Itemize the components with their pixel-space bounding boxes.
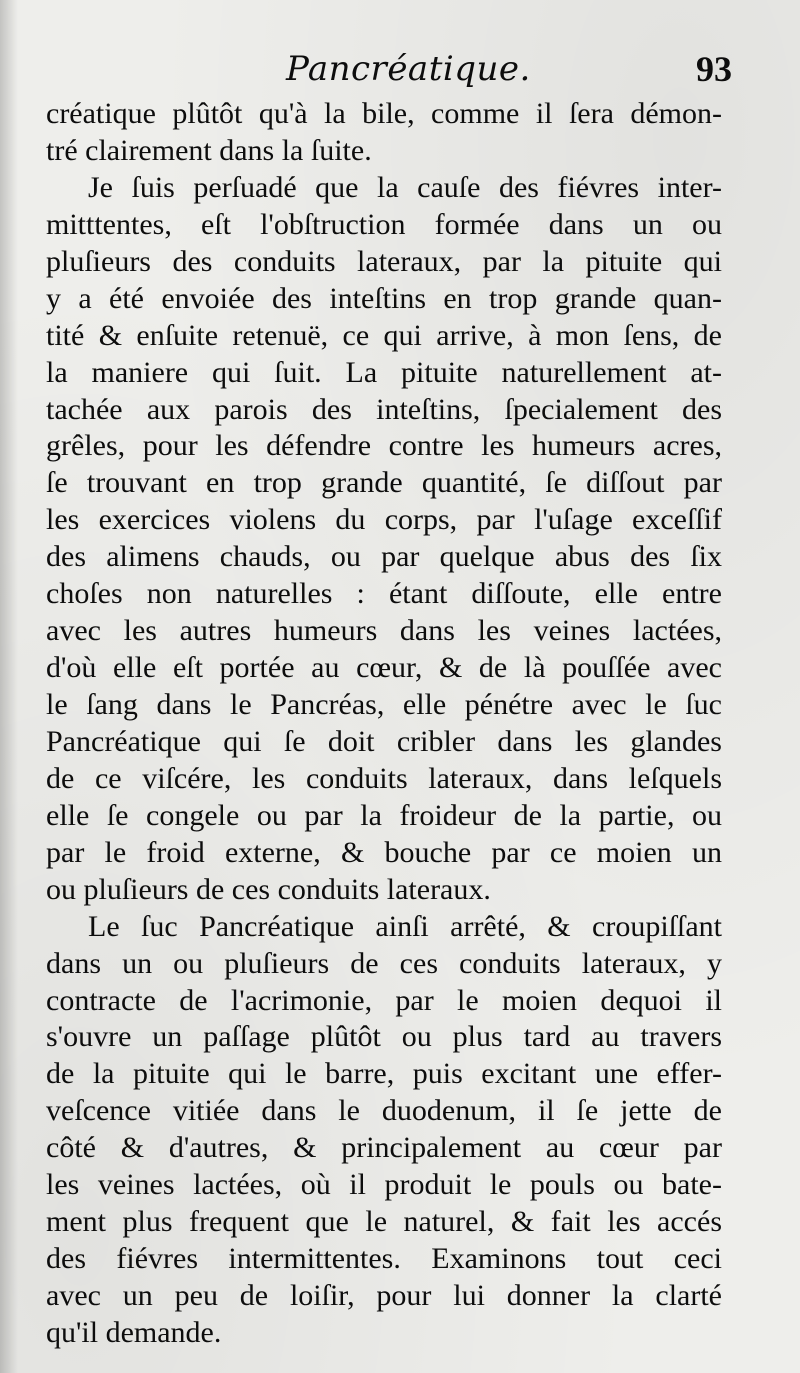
text-line: côté & d'autres, & principalement au cœur par: [46, 1131, 722, 1165]
text-line: choſes non naturelles : étant diſſoute, elle entre: [46, 577, 722, 611]
text-line: avec un peu de loiſir, pour lui donner la clarté: [46, 1279, 722, 1312]
page-number: 93: [696, 49, 732, 89]
text-line: de ce viſcére, les conduits lateraux, dans leſquels: [46, 761, 722, 795]
text-line: le ſang dans le Pancréas, elle pénétre avec le ſuc: [46, 688, 722, 721]
text-line: tachée aux parois des inteſtins, ſpecialement des: [46, 392, 722, 426]
text-line: Le ſuc Pancréatique ainſi arrêté, & croupiſſant: [88, 909, 722, 943]
text-line: avec les autres humeurs dans les veines lactées,: [46, 614, 722, 648]
text-line: tité & enſuite retenuë, ce qui arrive, à mon ſens, de: [46, 318, 722, 352]
binding-shadow: [0, 0, 18, 1373]
text-line: qu'il demande.: [46, 1315, 222, 1349]
text-line: ment plus frequent que le naturel, & fait les accés: [46, 1205, 722, 1239]
body-text: [46, 96, 722, 1352]
text-line: elle ſe congele ou par la froideur de la partie, ou: [46, 798, 722, 832]
text-line: tré clairement dans la ſuite.: [46, 133, 372, 167]
text-line: contracte de l'acrimonie, par le moien dequoi il: [46, 983, 722, 1017]
text-line: mitttentes, eſt l'obſtruction formée dans un ou: [46, 207, 722, 241]
text-line: Pancréatique qui ſe doit cribler dans les glandes: [46, 724, 722, 758]
running-head: Pancréatique.: [286, 49, 531, 89]
text-line: des alimens chauds, ou par quelque abus des ſix: [46, 540, 722, 574]
text-line: de la pituite qui le barre, puis excitant une effer-: [46, 1057, 722, 1091]
text-line: d'où elle eſt portée au cœur, & de là pouſſée avec: [46, 651, 722, 685]
text-line: grêles, pour les défendre contre les humeurs acres,: [46, 429, 722, 463]
text-line: par le froid externe, & bouche par ce moien un: [46, 835, 722, 869]
text-line: pluſieurs des conduits lateraux, par la pituite qui: [46, 244, 722, 278]
text-line: dans un ou pluſieurs de ces conduits lateraux, y: [46, 946, 722, 980]
text-line: les exercices violens du corps, par l'uſage exceſſif: [46, 503, 722, 537]
page-header: [48, 44, 738, 94]
text-line: la maniere qui ſuit. La pituite naturellement at-: [46, 355, 722, 389]
text-line: ou pluſieurs de ces conduits lateraux.: [46, 872, 491, 906]
text-line: des fiévres intermittentes. Examinons tout ceci: [46, 1242, 722, 1276]
text-line: Je ſuis perſuadé que la cauſe des fiévres inter-: [88, 170, 722, 204]
text-line: les veines lactées, où il produit le pouls ou bate-: [46, 1168, 722, 1202]
text-line: veſcence vitiée dans le duodenum, il ſe jette de: [46, 1094, 722, 1128]
text-line: y a été envoiée des inteſtins en trop grande quan-: [46, 281, 722, 315]
text-line: créatique plûtôt qu'à la bile, comme il ſera démon-: [46, 97, 722, 130]
text-line: ſe trouvant en trop grande quantité, ſe diſſout par: [46, 466, 722, 500]
text-line: s'ouvre un paſſage plûtôt ou plus tard au travers: [46, 1020, 722, 1054]
